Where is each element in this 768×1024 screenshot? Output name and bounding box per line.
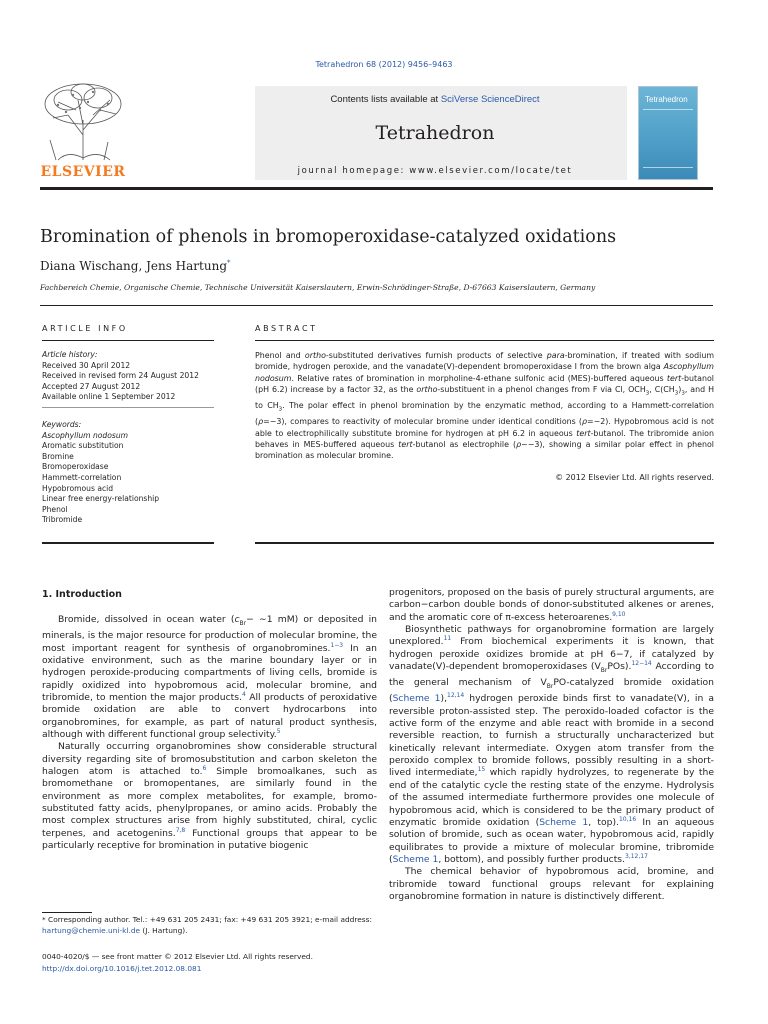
corresponding-author-footnote	[42, 915, 377, 936]
footnote-rule	[42, 912, 92, 913]
keyword: Tribromide	[42, 515, 83, 525]
homepage-url[interactable]: www.elsevier.com/locate/tet	[409, 166, 573, 176]
journal-citation[interactable]: Tetrahedron 68 (2012) 9456–9463	[315, 60, 453, 69]
journal-name: Tetrahedron	[375, 122, 495, 144]
info-bottom-rule	[42, 542, 214, 544]
cover-divider	[643, 167, 693, 168]
front-matter-line: 0040-4020/$ — see front matter © 2012 Elsevier Ltd. All rights reserved.	[42, 952, 313, 961]
keyword: Aromatic substitution	[42, 441, 124, 451]
corresponding-author-mark[interactable]: *	[227, 259, 231, 267]
journal-homepage	[255, 166, 615, 176]
history-rule	[42, 407, 214, 408]
keyword: Phenol	[42, 504, 68, 514]
contents-line	[255, 94, 615, 105]
article-info-rule	[42, 340, 214, 341]
article-title: Bromination of phenols in bromoperoxidase-catalyzed oxidations	[40, 227, 617, 247]
section-heading: 1. Introduction	[42, 589, 122, 600]
history-item: Received 30 April 2012	[42, 360, 131, 370]
keyword: Hammett-correlation	[42, 472, 122, 482]
keyword: Ascophyllum nodosum	[42, 430, 129, 440]
history-item: Received in revised form 24 August 2012	[42, 371, 199, 381]
history-item: Available online 1 September 2012	[42, 392, 176, 402]
keyword: Bromine	[42, 451, 74, 461]
abstract-rule	[255, 340, 714, 341]
author-email-link[interactable]: hartung@chemie.uni-kl.de	[42, 925, 141, 935]
homepage-prefix: journal homepage:	[297, 166, 410, 176]
issn-block	[42, 951, 442, 974]
keyword: Hypobromous acid	[42, 483, 114, 493]
article-info-heading: ARTICLE INFO	[42, 324, 128, 333]
body-column-right: progenitors, proposed on the basis of purely structural arguments, are carbon−carbon double bonds of donor-substituted alkenes or arenes, and the aromatic core of π-excess heteroarenes.$^{9,10}$ Biosynthetic pathways for organobromine formation are largely unexplored.$^{11}$ From biochemical experiments it is known, that hydrogen peroxide oxidizes bromide at pH 6−7, if catalyzed by vanadate(V)-dependent bromoperoxidases $(V_{Br}POs).^{12-14}$ According to the general mechanism of $V_{Br}PO$-catalyzed bromide oxidation (Scheme 1),$^{12,14}$ hydrogen peroxide binds first to vanadate(V), in a reversible proton-assisted step. The peroxido-loaded cofactor is the active form of the enzyme and able react with bromide in a second reversible reaction, to furnish a structurally uncharacterized but kinetically relevant intermediate. Oxygen atom transfer from the peroxido complex to bromide follows, possibly resulting in a short-lived intermediate,$^{15}$ which rapidly hydrolyzes, to regenerate by the end of the catalytic cycle the resting state of the enzyme. Hydrolysis of the assumed intermediate furthermore provides one molecule of hypobromous acid, which is considered to be the primary product of enzymatic bromide oxidation (Scheme 1, top).$^{10,16}$ In an aqueous solution of bromide, such as ocean water, hypobromous acid, rapidly equilibrates to provide a mixture of molecular bromine, tribromide (Scheme 1, bottom), and possibly further products.$^{3,12,17}$ The chemical behavior of hypobromous acid, bromine, and tribromide toward functional groups relevant for explaining organobromine formation in nature is distinctively different.	[389, 587, 715, 902]
contents-prefix: Contents lists available at	[330, 94, 441, 105]
footnote-text: * Corresponding author. Tel.: +49 631 205 2431; fax: +49 631 205 3921; e-mail address:	[42, 915, 372, 924]
author-names: Diana Wischang, Jens Hartung	[40, 259, 228, 273]
title-rule	[40, 305, 713, 306]
abstract-text: Phenol and ortho-substituted derivatives furnish products of selective para-bromination, if treated with sodium bromide, hydrogen peroxide, and the vanadate(V)-dependent bromoperoxidase I from the brown alga Ascophyllum nodosum. Relative rates of bromination in morpholine-4-ethane sulfonic acid (MES)-buffered aqueous tert-butanol (pH 6.2) increase by a factor 32, as the ortho-substituent in a phenol changes from F via Cl, $OCH_3$, $C(CH_3)_3$, and H to $CH_3$. The polar effect in phenol bromination by the enzymatic method, according to a Hammett-correlation (ρ=−3), compares to reactivity of molecular bromine under identical conditions (ρ=−2). Hypobromous acid is not able to electrophilically substitute bromine for hydrogen at pH 6.2 in aqueous tert-butanol. The tribromide anion behaves in MES-buffered aqueous tert-butanol as electrophile (ρ∼−3), showing a similar polar effect in phenol bromination as molecular bromine.	[255, 351, 715, 461]
publisher-name: ELSEVIER	[40, 164, 126, 180]
body-column-left: Bromide, dissolved in ocean water ($c_{Br}-$ ∼1 mM) or deposited in minerals, is the major resource for production of molecular bromine, the most important reagent for synthesis of organobromines.$^{1-3}$ In an oxidative environment, such as the marine boundary layer or in hydrogen peroxide-producing compartments of living cells, bromide is rapidly oxidized into hypobromous acid, molecular bromine, and tribromide, to mention the major products.$^4$ All products of peroxidative bromide oxidation are able to convert hydrocarbons into organobromines, for example, as part of natural product synthesis, although with different functional group selectivity.$^5$ Naturally occurring organobromines show considerable structural diversity regarding site of bromosubstitution and carbon skeleton the halogen atom is attached to.$^6$ Simple bromoalkanes, such as bromomethane or bromopentanes, are similarly found in the environment as more complex metabolites, for example, bromo-substituted fatty acids, phenylpropanes, or amino acids. Probably the most complex structures arise from highly substituted, chiral, cyclic terpenes, and acetogenins.$^{7,8}$ Functional groups that appear to be particularly receptive for bromination in putative biogenic	[42, 614, 378, 852]
abstract-heading: ABSTRACT	[255, 324, 318, 333]
author-affiliation: Fachbereich Chemie, Organische Chemie, Technische Universität Kaiserslautern, Erwin-Schrödinger-Straße, D-67663 Kaiserslautern, Germany	[40, 283, 596, 292]
cover-title: Tetrahedron	[645, 95, 688, 104]
abstract-bottom-rule	[255, 542, 714, 544]
header-rule	[40, 187, 713, 190]
abstract-copyright: © 2012 Elsevier Ltd. All rights reserved.	[555, 473, 714, 482]
history-label: Article history:	[42, 350, 98, 359]
keywords-label: Keywords:	[42, 420, 82, 429]
keywords-list	[42, 420, 232, 526]
keyword: Bromoperoxidase	[42, 462, 109, 472]
keyword: Linear free energy-relationship	[42, 494, 160, 504]
sciencedirect-link[interactable]: SciVerse ScienceDirect	[440, 94, 540, 105]
article-authors	[40, 259, 231, 273]
footnote-suffix: (J. Hartung).	[140, 925, 188, 935]
history-item: Accepted 27 August 2012	[42, 381, 141, 391]
cover-divider	[643, 109, 693, 110]
doi-link[interactable]: http://dx.doi.org/10.1016/j.tet.2012.08.081	[42, 963, 202, 973]
article-history	[42, 350, 232, 403]
journal-cover-image	[638, 86, 698, 180]
